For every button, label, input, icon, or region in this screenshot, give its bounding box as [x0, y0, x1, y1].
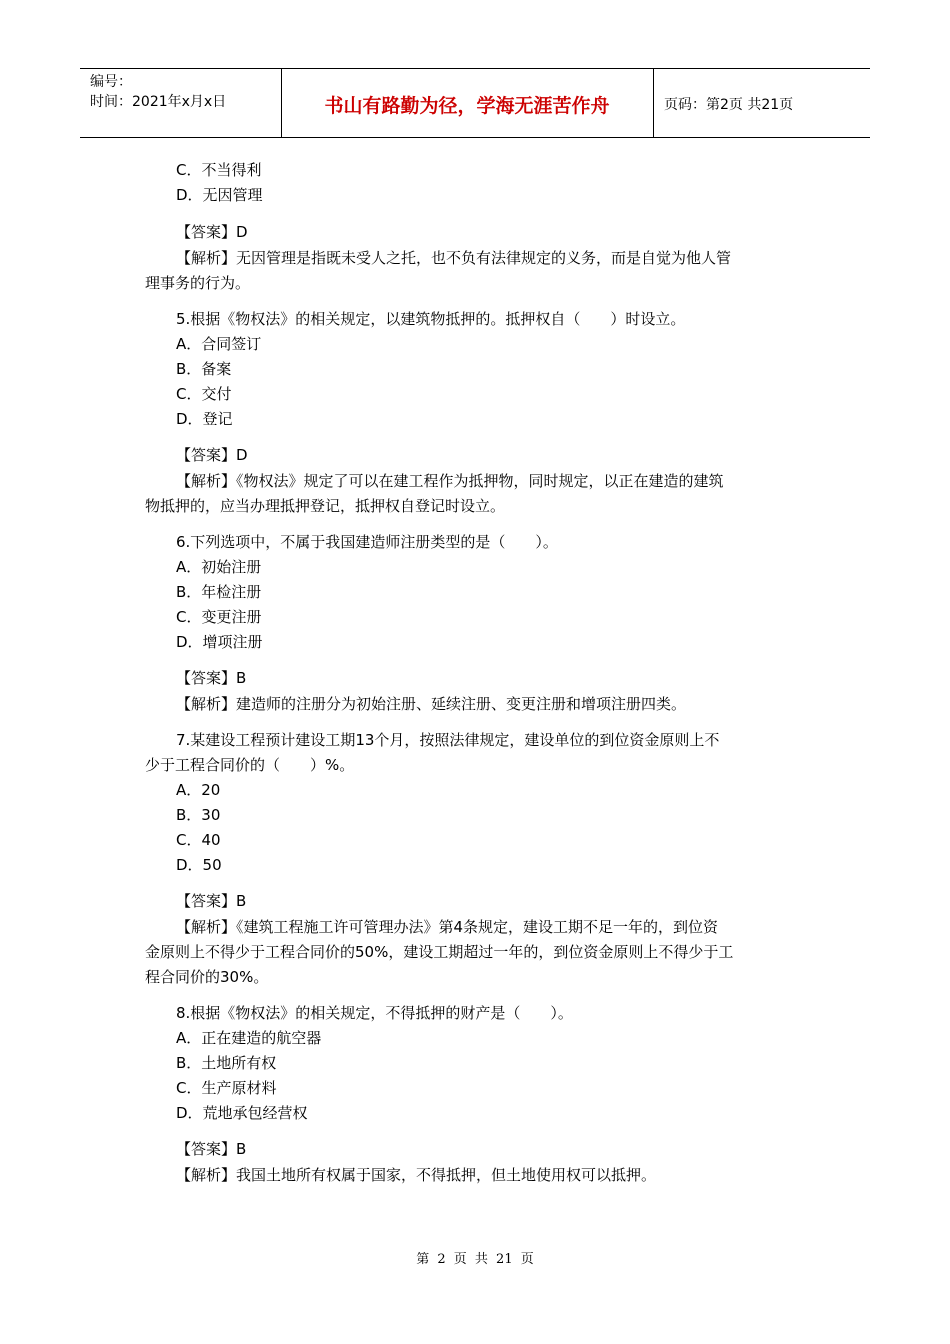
explanation-line: 【解析】建造师的注册分为初始注册、延续注册、变更注册和增项注册四类。: [176, 695, 687, 713]
option-line: A．正在建造的航空器: [176, 1029, 322, 1047]
answer-line: 【答案】D: [176, 223, 248, 241]
header-left-cell: [80, 69, 282, 137]
option-line: D．登记: [176, 410, 233, 428]
explanation-line: 理事务的行为。: [145, 274, 251, 292]
option-line: B．土地所有权: [176, 1054, 277, 1072]
time-label: 时间：2021年x月x日: [90, 94, 227, 110]
question-5: 5.根据《物权法》的相关规定，以建筑物抵押的。抵押权自（ ）时设立。: [176, 310, 686, 328]
option-line: B．年检注册: [176, 583, 262, 601]
question-7: 7.某建设工程预计建设工期13个月，按照法律规定，建设单位的到位资金原则上不: [176, 731, 720, 749]
option-line: D．增项注册: [176, 633, 263, 651]
motto: 书山有路勤为径，学海无涯苦作舟: [324, 95, 610, 117]
option-line: D．荒地承包经营权: [176, 1104, 308, 1122]
option-line: C．不当得利: [176, 161, 262, 179]
explanation-line: 【解析】无因管理是指既未受人之托，也不负有法律规定的义务，而是自觉为他人管: [176, 249, 732, 267]
option-line: D．50: [176, 856, 222, 874]
option-line: A．20: [176, 781, 221, 799]
explanation-line: 程合同价的30%。: [145, 968, 269, 986]
explanation-line: 【解析】我国土地所有权属于国家，不得抵押，但土地使用权可以抵押。: [176, 1166, 657, 1184]
question-8: 8.根据《物权法》的相关规定，不得抵押的财产是（ ）。: [176, 1004, 573, 1022]
option-line: C．生产原材料: [176, 1079, 277, 1097]
option-line: D．无因管理: [176, 186, 263, 204]
question-6: 6.下列选项中，不属于我国建造师注册类型的是（ ）。: [176, 533, 558, 551]
option-line: C．变更注册: [176, 608, 262, 626]
option-line: B．30: [176, 806, 221, 824]
explanation-line: 【解析】《物权法》规定了可以在建工程作为抵押物，同时规定，以正在建造的建筑: [176, 472, 724, 490]
page-footer: 第 2 页 共 21 页: [416, 1252, 534, 1267]
number-label: 编号：: [90, 74, 132, 90]
option-line: C．交付: [176, 385, 232, 403]
option-line: A．合同签订: [176, 335, 262, 353]
question-7-continued: 少于工程合同价的（ ）%。: [145, 756, 355, 774]
option-line: A．初始注册: [176, 558, 262, 576]
header-right-cell: [654, 69, 870, 137]
explanation-line: 金原则上不得少于工程合同价的50%，建设工期超过一年的，到位资金原则上不得少于工: [145, 943, 734, 961]
option-line: B．备案: [176, 360, 232, 378]
page-info: 页码：第2页 共21页: [664, 97, 794, 113]
answer-line: 【答案】B: [176, 1140, 247, 1158]
answer-line: 【答案】B: [176, 892, 247, 910]
header-middle-cell: [281, 69, 654, 137]
explanation-line: 物抵押的，应当办理抵押登记，抵押权自登记时设立。: [145, 497, 506, 515]
page-header: [80, 68, 870, 138]
explanation-line: 【解析】《建筑工程施工许可管理办法》第4条规定，建设工期不足一年的，到位资: [176, 918, 719, 936]
option-line: C．40: [176, 831, 221, 849]
answer-line: 【答案】B: [176, 669, 247, 687]
answer-line: 【答案】D: [176, 446, 248, 464]
